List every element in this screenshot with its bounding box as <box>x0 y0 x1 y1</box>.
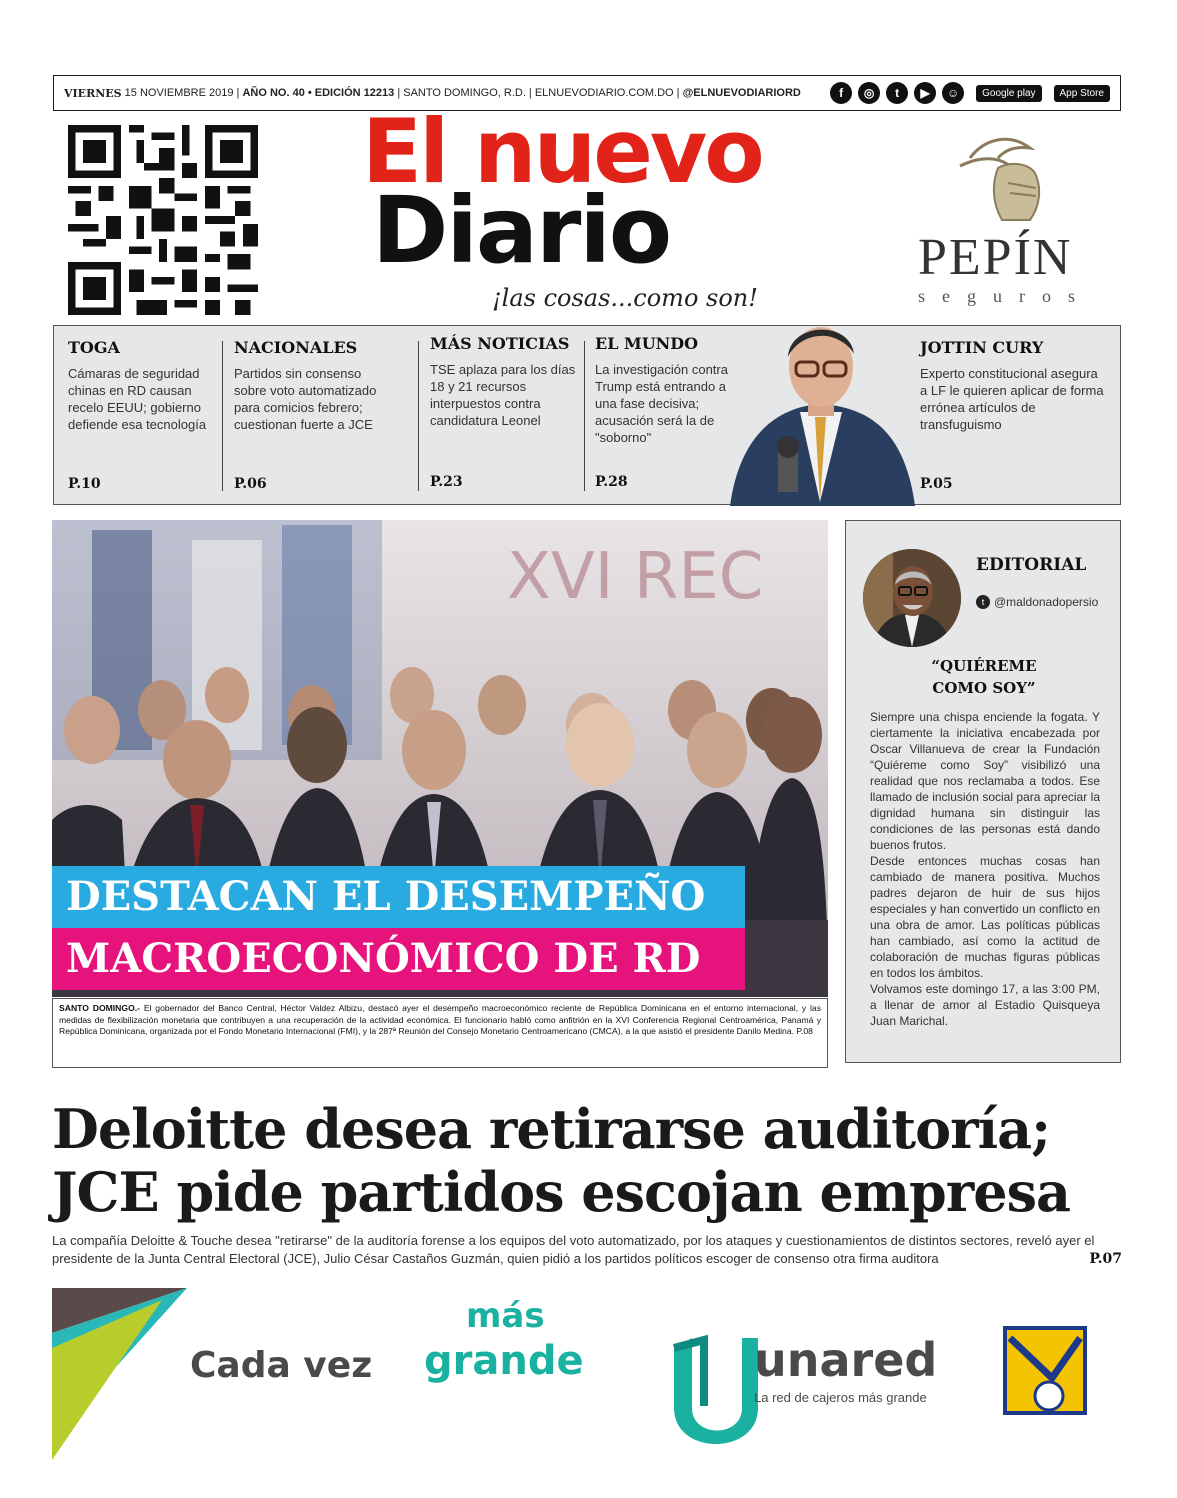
twitter-icon: t <box>976 595 990 609</box>
lead-text: La compañía Deloitte & Touche desea "retirarse" de la auditoría forense a los equipos del voto automatizado, por los ataques y cuestionamientos de distintos sectores, reveló ayer el presidente de la Junta Central Electoral (JCE), Julio César Castaños Guzmán, quien pidió a los partidos políticos escoger de consenso otra firma auditora <box>52 1233 1095 1266</box>
lead-headline-line1: Deloitte desea retirarse auditoría; <box>52 1097 1051 1161</box>
handle-text: @maldonadopersio <box>994 595 1099 609</box>
facebook-icon[interactable]: f <box>830 82 852 104</box>
masthead-tagline: ¡las cosas...como son! <box>492 284 758 312</box>
social-icons <box>830 82 1110 104</box>
brief-jottin-cury[interactable] <box>920 338 1105 492</box>
brief-section: JOTTIN CURY <box>920 338 1044 357</box>
editorial-title[interactable] <box>846 655 1122 699</box>
brief-el-mundo[interactable] <box>595 334 735 490</box>
editorial-author-avatar <box>863 549 961 647</box>
brief-page: P.10 <box>68 476 101 492</box>
youtube-icon[interactable]: ▶ <box>914 82 936 104</box>
editorial-handle[interactable] <box>976 595 1098 609</box>
brief-section: MÁS NOTICIAS <box>430 334 570 353</box>
app-store-badge[interactable]: App Store <box>1054 85 1110 102</box>
trump-investigation-photo <box>720 312 920 506</box>
divider <box>222 341 223 491</box>
brief-text: TSE aplaza para los días 18 y 21 recursos interpuestos contra candidatura Leonel <box>430 362 576 428</box>
logo-diario[interactable]: Diario <box>372 177 671 284</box>
editorial-label: EDITORIAL <box>976 555 1087 575</box>
brief-section: TOGA <box>68 338 120 357</box>
brief-section: EL MUNDO <box>595 334 699 353</box>
editorial-title-line1: “QUIÉREME <box>931 657 1037 675</box>
brief-page: P.05 <box>920 476 953 492</box>
caption-text: El gobernador del Banco Central, Héctor Valdez Albizu, destacó ayer el desempeño macroeconómico reciente de República Dominicana en el entorno internacional, y las medidas de flexibilización monetaria que contribuyen a una recuperación de la actividad económica. El funcionario habló como anfitrión en la XVI Conferencia Regional Centroamérica, Panamá y República Dominicana, organizada por el Fondo Monetario Internacional (FMI), y la 287ª Reunión del Consejo Monetario Centroamericano (CMCA), a la que asistió el presidente Danilo Medina. P.08 <box>59 1003 822 1036</box>
ad-brand-unared: unared <box>754 1333 938 1387</box>
qr-code <box>68 125 258 315</box>
editorial-body <box>870 709 1100 1029</box>
caption-dateline: SANTO DOMINGO.- <box>59 1003 141 1013</box>
lead-story-body <box>52 1232 1122 1268</box>
editorial-paragraph: Desde entonces muchas cosas han cambiado de manera positiva. Muchos padres dejaron de huir de sus hijos especiales y han convertido un conflicto en una obra de amor. Las políticas públicas han cambiado, así como la actitud de colaboración de muchas figuras públicas en todos los ámbitos. <box>870 854 1100 980</box>
brief-nacionales[interactable] <box>234 338 394 492</box>
lead-headline[interactable] <box>52 1098 1127 1224</box>
lead-page: P.07 <box>1089 1251 1122 1267</box>
editorial-paragraph: Volvamos este domingo 17, a las 3:00 PM, a llenar de amor al Estadio Quisqueya Juan Marichal. <box>870 982 1100 1028</box>
main-headline-line2[interactable]: MACROECONÓMICO DE RD <box>52 928 745 990</box>
brief-mas-noticias[interactable] <box>430 334 585 490</box>
editorial-paragraph: Siempre una chispa enciende la fogata. Y ciertamente la iniciativa encabezada por Oscar Villanueva de crear la Fundación “Quiéreme como Soy” visibilizó una realidad que nos reclamaba a todos. Ese llamado de inclusión social para apreciar la dignidad humana sin distinguir las condiciones de las personas está dando buenos frutos. <box>870 710 1100 852</box>
social-handle[interactable]: @ELNUEVODIARIORD <box>682 87 801 99</box>
twitter-icon[interactable]: t <box>886 82 908 104</box>
edition-day: VIERNES <box>64 86 122 100</box>
editorial-title-line2: COMO SOY” <box>932 679 1036 697</box>
brief-text: Cámaras de seguridad chinas en RD causan recelo EEUU; gobierno defiende esa tecnología <box>68 366 207 432</box>
brief-page: P.23 <box>430 474 463 490</box>
divider <box>418 341 419 491</box>
editorial-box <box>845 520 1121 1063</box>
main-headline-line1[interactable]: DESTACAN EL DESEMPEÑO <box>52 866 745 928</box>
brief-page: P.06 <box>234 476 267 492</box>
brief-text: La investigación contra Trump está entrando a una fase decisiva; acusación será la de "soborno" <box>595 362 728 445</box>
brief-toga[interactable] <box>68 338 218 492</box>
snapchat-icon[interactable]: ☺ <box>942 82 964 104</box>
news-briefs-strip <box>53 325 1121 505</box>
brief-page: P.28 <box>595 474 628 490</box>
instagram-icon[interactable]: ◎ <box>858 82 880 104</box>
sponsor-subtitle: seguros <box>918 286 1092 306</box>
sponsor-name[interactable]: PEPÍN <box>918 229 1073 286</box>
edition-number: AÑO NO. 40 • EDICIÓN 12213 <box>242 87 395 99</box>
edition-location: | SANTO DOMINGO, R.D. | ELNUEVODIARIO.COM.DO | <box>397 87 680 99</box>
ad-text-grande: grande <box>424 1338 584 1384</box>
brief-text: Experto constitucional asegura a LF le quieren aplicar de forma errónea artículos de transfuguismo <box>920 366 1104 432</box>
divider <box>584 341 585 491</box>
edition-date: 15 NOVIEMBRE 2019 | <box>124 87 240 99</box>
backdrop-text: XVI REC <box>507 540 764 614</box>
brief-text: Partidos sin consenso sobre voto automatizado para comicios febrero; cuestionan fuerte a JCE <box>234 366 377 432</box>
ad-brand-tagline: La red de cajeros más grande <box>754 1390 927 1405</box>
lead-headline-line2: JCE pide partidos escojan empresa <box>52 1160 1070 1224</box>
knight-helmet-icon <box>950 128 1060 228</box>
google-play-badge[interactable]: Google play <box>976 85 1041 102</box>
brief-section: NACIONALES <box>234 338 358 357</box>
ad-text-mas: más <box>466 1296 545 1336</box>
ad-text-cada-vez: Cada vez <box>190 1345 373 1386</box>
logo-el-nuevo[interactable]: El nuevo <box>362 100 762 203</box>
main-story-caption <box>52 998 828 1068</box>
